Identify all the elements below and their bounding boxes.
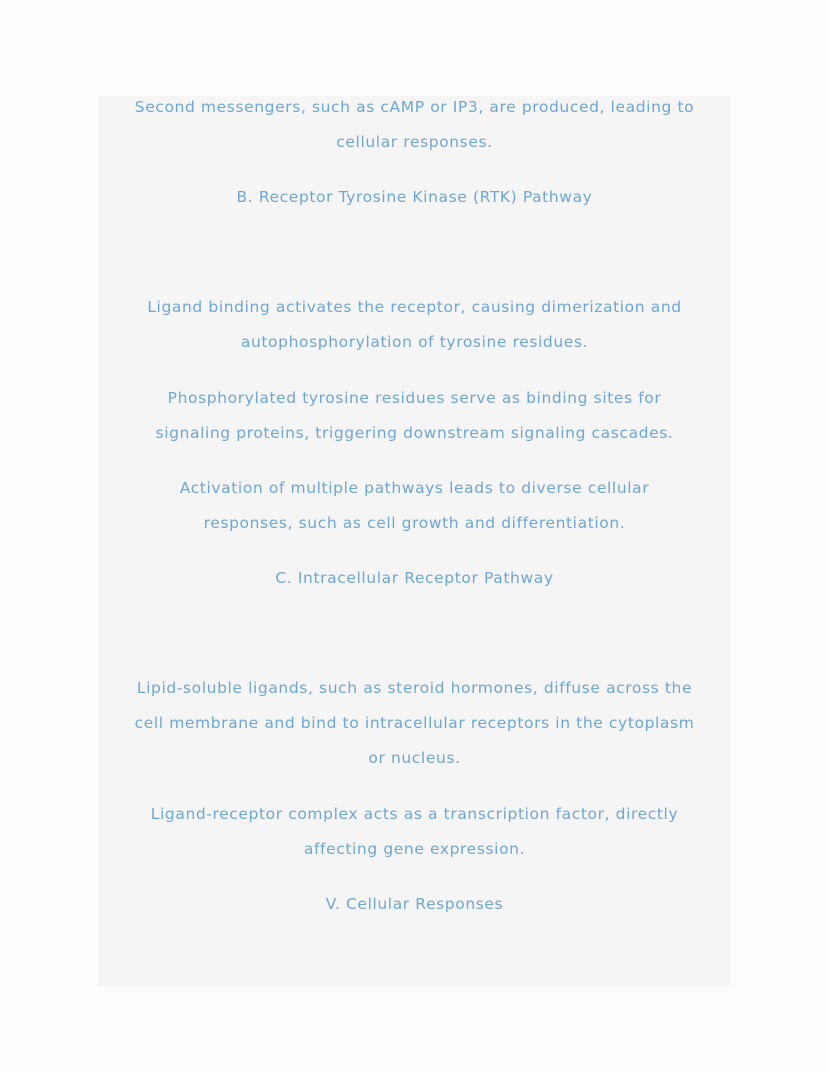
- paragraph-activation-pathways: [98, 471, 731, 541]
- paragraph-lipid-soluble-ligands: [98, 671, 731, 776]
- text-line: responses, such as cell growth and differentiation.: [203, 514, 626, 532]
- text-line: or nucleus.: [368, 749, 461, 767]
- text-line: cellular responses.: [336, 133, 493, 151]
- text-line: autophosphorylation of tyrosine residues.: [240, 333, 589, 351]
- text-line: Lipid-soluble ligands, such as steroid hormones, diffuse across the: [136, 679, 693, 697]
- paragraph-second-messengers: [98, 90, 731, 160]
- text-line: C. Intracellular Receptor Pathway: [275, 569, 554, 587]
- text-line: Phosphorylated tyrosine residues serve as binding sites for: [167, 389, 662, 407]
- text-line: Second messengers, such as cAMP or IP3, are produced, leading to: [134, 98, 695, 116]
- heading-cellular-responses: [98, 887, 731, 922]
- paragraph-ligand-binding: [98, 290, 731, 360]
- text-line: Activation of multiple pathways leads to diverse cellular: [179, 479, 650, 497]
- text-line: Ligand-receptor complex acts as a transcription factor, directly: [150, 805, 679, 823]
- heading-rtk-pathway: [98, 180, 731, 215]
- text-line: affecting gene expression.: [303, 840, 526, 858]
- text-line: B. Receptor Tyrosine Kinase (RTK) Pathway: [236, 188, 593, 206]
- paragraph-phosphorylated-residues: [98, 381, 731, 451]
- content-panel: [98, 96, 731, 986]
- text-line: signaling proteins, triggering downstream signaling cascades.: [155, 424, 674, 442]
- text-line: Ligand binding activates the receptor, causing dimerization and: [147, 298, 682, 316]
- paragraph-ligand-receptor-complex: [98, 797, 731, 867]
- text-line: V. Cellular Responses: [325, 895, 504, 913]
- heading-intracellular-pathway: [98, 561, 731, 596]
- text-line: cell membrane and bind to intracellular receptors in the cytoplasm: [134, 714, 695, 732]
